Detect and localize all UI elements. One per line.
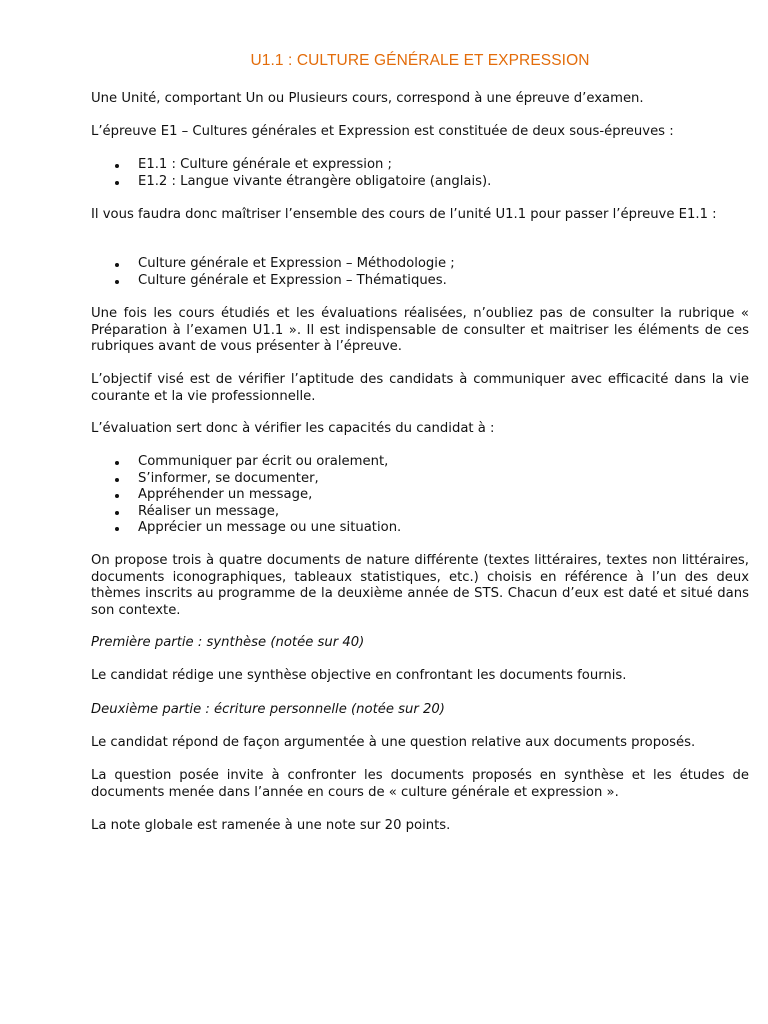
maitriser-paragraph: Il vous faudra donc maîtriser l’ensemble des cours de l’unité U1.1 pour passer l’épreuve E1.1 : xyxy=(91,207,717,222)
partie1-paragraph: Le candidat rédige une synthèse objective en confrontant les documents fournis. xyxy=(91,668,627,683)
list-item: Appréhender un message, xyxy=(138,487,738,504)
intro-paragraph: Une Unité, comportant Un ou Plusieurs cours, correspond à une épreuve d’examen. xyxy=(91,91,644,106)
list-item: Culture générale et Expression – Thématiques. xyxy=(138,273,738,290)
note-globale-paragraph: La note globale est ramenée à une note sur 20 points. xyxy=(91,818,451,833)
page-title: U1.1 : CULTURE GÉNÉRALE ET EXPRESSION xyxy=(250,52,590,69)
documents-paragraph: On propose trois à quatre documents de nature différente (textes littéraires, textes non littéraires, documents iconographiques, tableaux statistiques, etc.) choisis en référence à l’un des deux thèmes inscrits au programme de la deuxième année de STS. Chacun d’eux est daté et situé dans son contexte. xyxy=(91,553,749,618)
list-item: E1.2 : Langue vivante étrangère obligatoire (anglais). xyxy=(138,174,738,191)
preparation-paragraph: Une fois les cours étudiés et les évaluations réalisées, n’oubliez pas de consulter la rubrique « Préparation à l’examen U1.1 ». Il est indispensable de consulter et maitriser les éléments de ces rubriques avant de vous présenter à l’épreuve. xyxy=(91,306,749,355)
list-item: S’informer, se documenter, xyxy=(138,471,738,488)
objectif-paragraph: L’objectif visé est de vérifier l’aptitude des candidats à communiquer avec efficacité dans la vie courante et la vie professionnelle. xyxy=(91,372,749,404)
question-paragraph: La question posée invite à confronter les documents proposés en synthèse et les études de documents menée dans l’année en cours de « culture générale et expression ». xyxy=(91,768,749,800)
list-item: Réaliser un message, xyxy=(138,504,738,521)
evaluation-paragraph: L’évaluation sert donc à vérifier les capacités du candidat à : xyxy=(91,421,495,436)
list-item: Culture générale et Expression – Méthodologie ; xyxy=(138,256,738,273)
list-item: E1.1 : Culture générale et expression ; xyxy=(138,157,738,174)
list-item: Communiquer par écrit ou oralement, xyxy=(138,454,738,471)
list-item: Apprécier un message ou une situation. xyxy=(138,520,738,537)
partie1-heading: Première partie : synthèse (notée sur 40) xyxy=(91,635,365,650)
epreuve-paragraph: L’épreuve E1 – Cultures générales et Expression est constituée de deux sous-épreuves : xyxy=(91,124,674,139)
partie2-paragraph: Le candidat répond de façon argumentée à une question relative aux documents proposés. xyxy=(91,735,696,750)
partie2-heading: Deuxième partie : écriture personnelle (notée sur 20) xyxy=(91,702,445,717)
